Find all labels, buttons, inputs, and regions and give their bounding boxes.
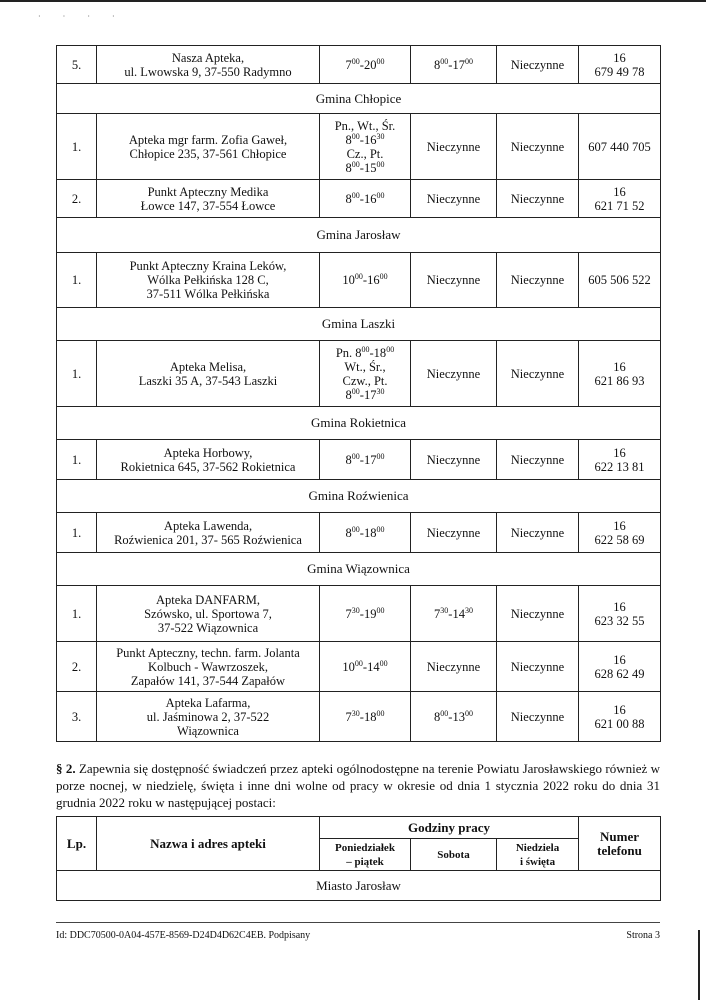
document-id: Id: DDC70500-0A04-457E-8569-D24D4D62C4EB. Podpisany (56, 930, 311, 941)
gmina-label: Gmina Laszki (57, 308, 661, 341)
scan-edge-top (0, 0, 706, 2)
weekday-hours: Pn., Wt., Śr. $8^{00}-16^{30}$ Cz., Pt. $8^{00}-15^{00}$ (320, 114, 411, 180)
phone-number: 16 679 49 78 (579, 46, 661, 84)
row-number: 1. (57, 586, 97, 642)
row-number: 3. (57, 692, 97, 742)
sunday-hours: Nieczynne (497, 341, 579, 407)
gmina-row (57, 480, 661, 513)
col-hours-header: Godziny pracy (320, 817, 579, 839)
phone-number: 16 621 86 93 (579, 341, 661, 407)
city-row: Miasto Jarosław (57, 871, 661, 901)
weekday-hours: $10^{00}-14^{00}$ (320, 642, 411, 692)
phone-number: 16 621 71 52 (579, 180, 661, 218)
gmina-label: Gmina Chłopice (57, 84, 661, 114)
weekday-hours: $7^{00}-20^{00}$ (320, 46, 411, 84)
pharmacy-table-body (57, 46, 661, 742)
table-row (57, 46, 661, 84)
sunday-hours: Nieczynne (497, 642, 579, 692)
col-name-header: Nazwa i adres apteki (97, 817, 320, 871)
saturday-hours: Nieczynne (411, 341, 497, 407)
sunday-hours: Nieczynne (497, 253, 579, 308)
row-number: 2. (57, 642, 97, 692)
pharmacy-name-address: Nasza Apteka, ul. Lwowska 9, 37-550 Radymno (97, 46, 320, 84)
saturday-hours: Nieczynne (411, 114, 497, 180)
phone-number: 16 628 62 49 (579, 642, 661, 692)
weekday-hours: $7^{30}-18^{00}$ (320, 692, 411, 742)
phone-number: 16 623 32 55 (579, 586, 661, 642)
pharmacy-name-address: Apteka mgr farm. Zofia Gaweł, Chłopice 235, 37-561 Chłopice (97, 114, 320, 180)
phone-number: 16 621 00 88 (579, 692, 661, 742)
footer-divider (56, 922, 660, 923)
page-number: Strona 3 (626, 930, 660, 941)
col-weekday-header: Poniedziałek – piątek (320, 839, 411, 871)
gmina-label: Gmina Jarosław (57, 218, 661, 253)
sunday-hours: Nieczynne (497, 114, 579, 180)
row-number: 5. (57, 46, 97, 84)
sunday-hours: Nieczynne (497, 692, 579, 742)
col-lp-header: Lp. (57, 817, 97, 871)
saturday-hours: Nieczynne (411, 180, 497, 218)
row-number: 1. (57, 114, 97, 180)
night-duty-table (56, 816, 661, 901)
pharmacy-name-address: Apteka DANFARM, Szówsko, ul. Sportowa 7, 37-522 Wiązownica (97, 586, 320, 642)
col-phone-header: Numer telefonu (579, 817, 661, 871)
saturday-hours: Nieczynne (411, 253, 497, 308)
pharmacy-name-address: Apteka Melisa, Laszki 35 A, 37-543 Laszki (97, 341, 320, 407)
phone-number: 605 506 522 (579, 253, 661, 308)
scan-artifact: · · · · (38, 12, 125, 21)
pharmacy-name-address: Punkt Apteczny, techn. farm. Jolanta Kolbuch - Wawrzoszek, Zapałów 141, 37-544 Zapałów (97, 642, 320, 692)
table-row (57, 341, 661, 407)
sunday-hours: Nieczynne (497, 46, 579, 84)
saturday-hours: Nieczynne (411, 513, 497, 553)
row-number: 2. (57, 180, 97, 218)
saturday-hours: Nieczynne (411, 642, 497, 692)
gmina-label: Gmina Rokietnica (57, 407, 661, 440)
saturday-hours: $8^{00}-13^{00}$ (411, 692, 497, 742)
weekday-hours: $8^{00}-17^{00}$ (320, 440, 411, 480)
sunday-hours: Nieczynne (497, 586, 579, 642)
saturday-hours: $7^{30}-14^{30}$ (411, 586, 497, 642)
row-number: 1. (57, 253, 97, 308)
section-text: Zapewnia się dostępność świadczeń przez apteki ogólnodostępne na terenie Powiatu Jarosławskiego również w porze nocnej, w niedzielę, święta i inne dni wolne od pracy w okresie od dnia 1 stycznia 2022 roku do dnia 31 grudnia 2022 roku w następującej postaci: (56, 761, 660, 810)
pharmacy-name-address: Apteka Lafarma, ul. Jaśminowa 2, 37-522 Wiązownica (97, 692, 320, 742)
scan-edge-right (698, 930, 700, 1000)
table-row (57, 513, 661, 553)
row-number: 1. (57, 513, 97, 553)
table-row (57, 114, 661, 180)
saturday-hours: $8^{00}-17^{00}$ (411, 46, 497, 84)
row-number: 1. (57, 341, 97, 407)
table-row (57, 642, 661, 692)
table-row (57, 440, 661, 480)
sunday-hours: Nieczynne (497, 180, 579, 218)
weekday-hours: $8^{00}-16^{00}$ (320, 180, 411, 218)
pharmacy-name-address: Punkt Apteczny Medika Łowce 147, 37-554 Łowce (97, 180, 320, 218)
table-row (57, 180, 661, 218)
gmina-row (57, 308, 661, 341)
pharmacy-name-address: Punkt Apteczny Kraina Leków, Wólka Pełkińska 128 C, 37-511 Wólka Pełkińska (97, 253, 320, 308)
gmina-row (57, 553, 661, 586)
gmina-row (57, 218, 661, 253)
gmina-row (57, 84, 661, 114)
gmina-row (57, 407, 661, 440)
table-row (57, 692, 661, 742)
saturday-hours: Nieczynne (411, 440, 497, 480)
pharmacy-name-address: Apteka Horbowy, Rokietnica 645, 37-562 Rokietnica (97, 440, 320, 480)
section-number: § 2. (56, 761, 76, 776)
sunday-hours: Nieczynne (497, 440, 579, 480)
phone-number: 607 440 705 (579, 114, 661, 180)
weekday-hours: $8^{00}-18^{00}$ (320, 513, 411, 553)
row-number: 1. (57, 440, 97, 480)
table-row (57, 586, 661, 642)
phone-number: 16 622 58 69 (579, 513, 661, 553)
weekday-hours: $10^{00}-16^{00}$ (320, 253, 411, 308)
sunday-hours: Nieczynne (497, 513, 579, 553)
gmina-label: Gmina Roźwienica (57, 480, 661, 513)
table-row (57, 253, 661, 308)
pharmacy-table (56, 45, 661, 742)
weekday-hours: Pn. $8^{00}-18^{00}$ Wt., Śr., Czw., Pt. $8^{00}-17^{30}$ (320, 341, 411, 407)
pharmacy-name-address: Apteka Lawenda, Roźwienica 201, 37- 565 Roźwienica (97, 513, 320, 553)
section-paragraph (56, 760, 660, 811)
col-saturday-header: Sobota (411, 839, 497, 871)
col-sunday-header: Niedziela i święta (497, 839, 579, 871)
phone-number: 16 622 13 81 (579, 440, 661, 480)
weekday-hours: $7^{30}-19^{00}$ (320, 586, 411, 642)
gmina-label: Gmina Wiązownica (57, 553, 661, 586)
